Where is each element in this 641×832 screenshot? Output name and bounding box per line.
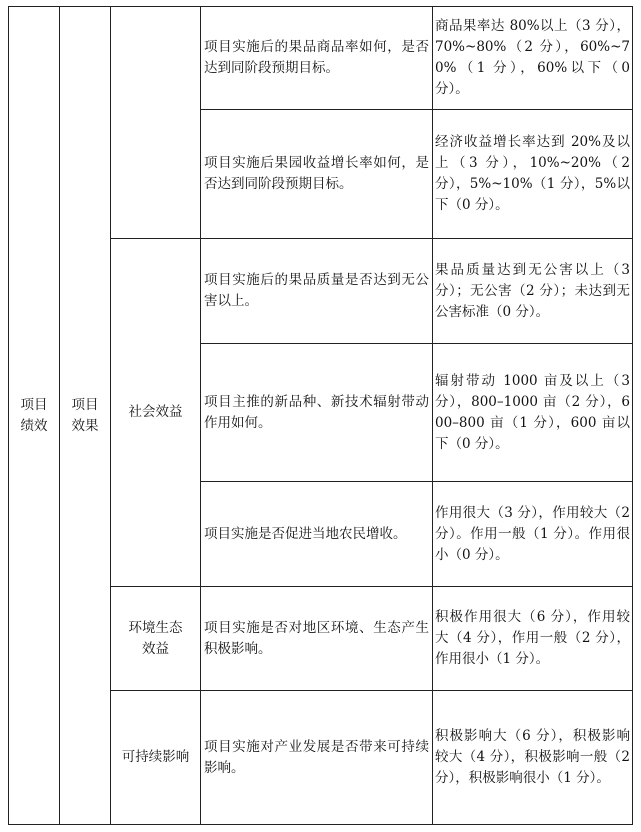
- criterion-cell: 项目实施是否对地区环境、生态产生积极影响。: [201, 587, 433, 691]
- criterion-cell: 项目实施后的果品商品率如何，是否达到同阶段预期目标。: [201, 7, 433, 110]
- category-cell-social: 社会效益: [111, 239, 201, 587]
- scoring-cell: 果品质量达到无公害以上（3 分）；无公害（2 分）；未达到无公害标准（0 分）。: [433, 239, 633, 344]
- criterion-cell: 项目实施对产业发展是否带来可持续影响。: [201, 691, 433, 825]
- level2-cell: [60, 7, 111, 825]
- scoring-cell: 积极作用很大（6 分），作用较大（4 分），作用一般（2 分），作用很小（1 分）。: [433, 587, 633, 691]
- level2-label: 项目效果: [71, 396, 99, 434]
- scoring-cell: 作用很大（3 分），作用较大（2 分）。作用一般（1 分）。作用很小（0 分）。: [433, 482, 633, 587]
- criterion-cell: 项目实施是否促进当地农民增收。: [201, 482, 433, 587]
- criterion-cell: 项目主推的新品种、新技术辐射带动作用如何。: [201, 344, 433, 482]
- performance-evaluation-table: [8, 6, 633, 825]
- table-row: [9, 7, 633, 110]
- level1-label: 项目绩效: [20, 396, 48, 434]
- scoring-cell: 积极影响大（6 分），积极影响较大（4 分），积极影响一般（2 分），积极影响很小（1 分）。: [433, 691, 633, 825]
- category-cell-economic: [111, 7, 201, 239]
- level1-cell: [9, 7, 60, 825]
- scoring-cell: 辐射带动 1000 亩及以上（3 分），800–1000 亩（2 分），600–800 亩（1 分），600 亩以下（0 分）。: [433, 344, 633, 482]
- criterion-cell: 项目实施后果园收益增长率如何，是否达到同阶段预期目标。: [201, 110, 433, 239]
- criterion-cell: 项目实施后的果品质量是否达到无公害以上。: [201, 239, 433, 344]
- scoring-cell: 经济收益增长率达到 20%及以上（3 分），10%~20%（2 分），5%~10%（1 分），5%以下（0 分）。: [433, 110, 633, 239]
- scoring-cell: 商品果率达 80%以上（3 分），70%~80%（2 分），60%~70%（1 分），60%以下（0 分）。: [433, 7, 633, 110]
- category-label: 环境生态效益: [128, 619, 183, 657]
- category-cell-environment: [111, 587, 201, 691]
- category-cell-sustainability: 可持续影响: [111, 691, 201, 825]
